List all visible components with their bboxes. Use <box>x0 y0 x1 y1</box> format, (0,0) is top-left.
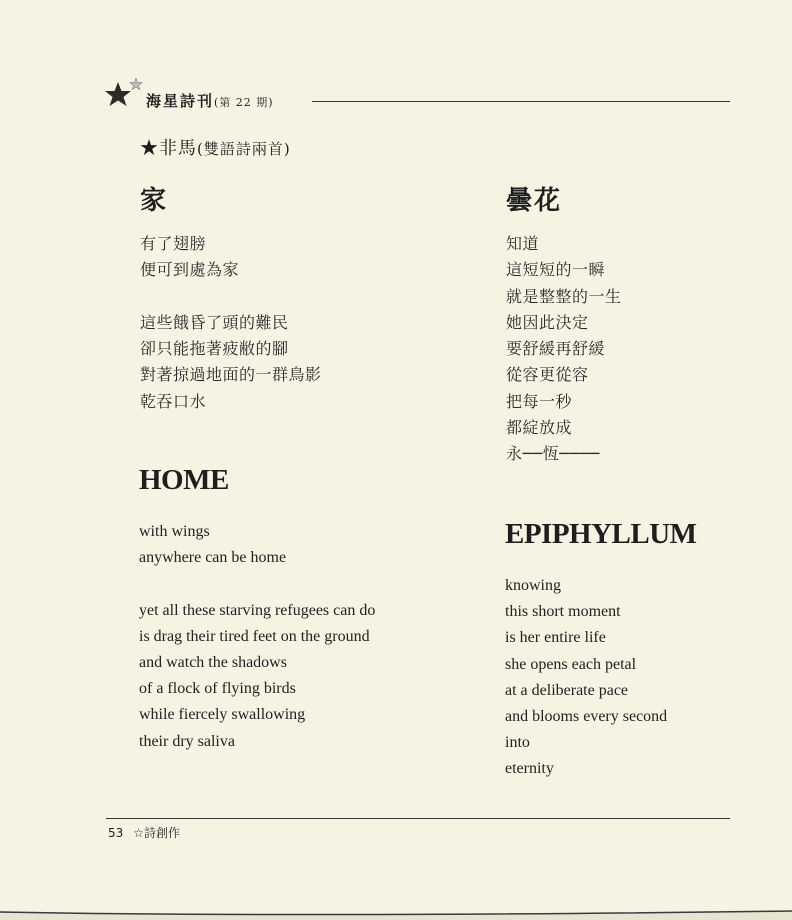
poem-line: 要舒緩再舒緩 <box>506 339 606 359</box>
page-footer <box>108 824 180 841</box>
poem-line: 這些餓昏了頭的難民 <box>140 312 289 332</box>
poem-title-home-en: HOME <box>139 464 229 496</box>
byline <box>140 134 291 160</box>
poem-line: 乾吞口水 <box>140 391 207 411</box>
poem-title-epiphyllum-en: EPIPHYLLUM <box>505 518 697 550</box>
poem-line: 把每一秒 <box>506 391 573 411</box>
scan-edge <box>0 900 792 920</box>
poem-line: 她因此決定 <box>506 312 589 332</box>
page-number: 53 <box>108 826 124 840</box>
poem-body-home-cn <box>140 231 322 415</box>
poem-line: with wings <box>139 523 210 540</box>
poem-line: yet all these starving refugees can do <box>139 601 376 619</box>
poem-line: their dry saliva <box>139 732 235 750</box>
section-label: ☆詩創作 <box>133 826 181 840</box>
header-rule <box>312 101 730 102</box>
starfish-logo-icon <box>100 76 148 112</box>
poem-line: 有了翅膀 <box>140 234 207 253</box>
poem-line: 從容更從容 <box>506 365 589 385</box>
poem-line: is drag their tired feet on the ground <box>139 627 370 645</box>
poem-line: while fiercely swallowing <box>139 706 306 724</box>
poem-line: anywhere can be home <box>139 549 287 567</box>
poem-line: is her entire life <box>505 629 606 647</box>
footer-rule <box>106 818 730 819</box>
poem-line: at a deliberate pace <box>505 681 629 699</box>
poem-line: 都綻放成 <box>506 418 573 438</box>
stanza-break <box>139 571 375 597</box>
poem-line: this short moment <box>505 603 621 621</box>
poem-line: and watch the shadows <box>139 654 287 671</box>
poem-line: she opens each petal <box>505 655 637 673</box>
issue-number: (第 22 期) <box>214 96 274 109</box>
byline-subtitle: (雙語詩兩首) <box>197 140 291 158</box>
poem-title-epiphyllum-cn: 曇花 <box>506 186 563 216</box>
poem-line: 便可到處為家 <box>140 260 240 280</box>
poem-line: and blooms every second <box>505 708 668 726</box>
star-glyph: ★ <box>140 138 159 159</box>
poem-body-epiphyllum-en <box>505 573 667 783</box>
poem-line: 永──恆──── <box>506 444 600 464</box>
poem-line: 這短短的一瞬 <box>506 260 606 280</box>
poem-body-home-en <box>139 519 375 755</box>
poem-line: 卻只能拖著疲敝的腳 <box>140 339 289 359</box>
poem-title-home-cn: 家 <box>140 186 169 216</box>
stanza-break <box>140 284 322 310</box>
poem-line: into <box>505 734 530 752</box>
poem-line: 知道 <box>506 234 540 253</box>
poem-line: 對著掠過地面的一群鳥影 <box>140 365 322 385</box>
journal-header <box>146 90 274 111</box>
poem-body-epiphyllum-cn <box>506 231 622 468</box>
author-name: 非馬 <box>159 138 197 159</box>
poem-line: knowing <box>505 577 561 594</box>
journal-title: 海星詩刊 <box>146 92 215 110</box>
poem-line: 就是整整的一生 <box>506 286 622 306</box>
poem-line: of a flock of flying birds <box>139 680 296 698</box>
poem-line: eternity <box>505 760 554 778</box>
